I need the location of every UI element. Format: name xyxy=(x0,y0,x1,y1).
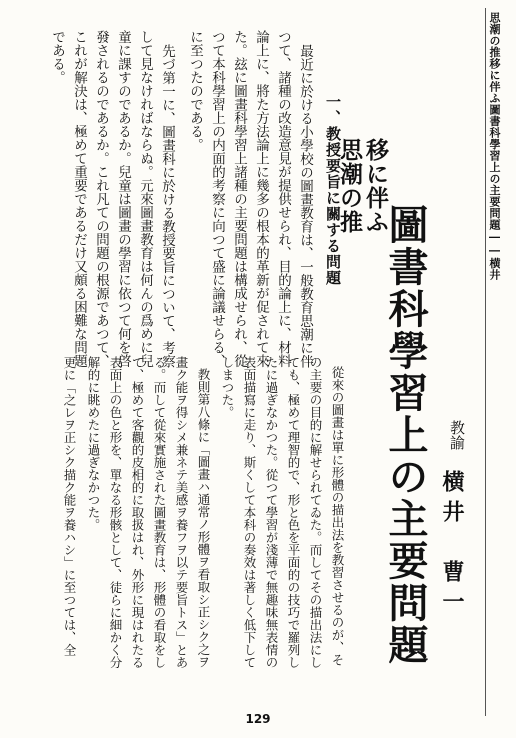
text-line: して見なければならぬ。元來圖畫教育は何んの爲めに兒 xyxy=(137,30,153,368)
text-line: 論上に、將た方法論上に幾多の根本的革新が促されて來 xyxy=(253,30,269,368)
text-line: て、極めて客觀的皮相的に取扱はれ、外形に現はれたる xyxy=(130,356,145,669)
section-heading: 一、教授要旨に關する問題 xyxy=(324,94,342,286)
page-number: 129 xyxy=(245,712,271,726)
article-title: 圖書科學習上の主要問題 xyxy=(382,204,429,666)
text-line: の主要の目的に解せられてゐた。而してその描出法にし xyxy=(308,356,323,669)
title-sub-line-2: 移に伴ふ xyxy=(362,138,389,234)
text-line: 從來の圖畫は單に形體の描出法を教習させるのが、そ xyxy=(330,366,345,666)
text-line: 最近に於ける小學校の圖畫教育は、一般教育思潮に伴 xyxy=(297,44,313,368)
text-line: つて、諸種の改造意見が提供せられ、目的論上に、材料 xyxy=(275,30,291,368)
text-line: これが解決は、極めて重要であるだけ又頗る困難な問題 xyxy=(71,30,87,368)
text-line: 教則第八條に「圖畫ハ通常ノ形體ヲ看取シ正シク之ヲ xyxy=(196,368,211,668)
text-line: 先づ第一に、圖畫科に於ける教授要旨について、考察 xyxy=(159,44,175,368)
running-header: 思潮の推移に伴ふ圖書科學習上の主要問題――横井 xyxy=(488,12,501,281)
text-line: る。而して從來實施された圖畫教育は、形體の看取をし xyxy=(152,356,167,669)
text-line: 畫ク能ヲ得シメ兼ネテ美感ヲ養フヲ以テ要旨トス」とあ xyxy=(174,356,189,669)
text-line: 童に課すのであるか。兒童は圖畫の學習に依つて何を啓 xyxy=(115,30,131,368)
text-line: 更に「之レヲ正シク描ク能ヲ養ハシ」に至つては、全 xyxy=(62,356,77,656)
author-name: 横井 曹一 xyxy=(439,470,465,620)
text-line: 表面描寫に走り、斯くして本科の奏效は著しく低下して xyxy=(242,356,257,669)
text-line: である。 xyxy=(49,30,65,84)
text-line: た。玆に圖畫科學習上諸種の主要問題は構成せられ、從 xyxy=(231,30,247,368)
author-role: 教諭 xyxy=(448,420,466,450)
text-line: ても、極めて理智的で、形と色を平面的の技巧で羅列し xyxy=(286,356,301,669)
text-line: 解的に眺めたに過ぎなかつた。 xyxy=(86,356,101,531)
text-line: 表面上の色と形を、單なる形骸として、徒らに細かく分 xyxy=(108,356,123,669)
title-sub-line-1: 思潮の推 xyxy=(336,138,363,234)
text-line: たに過ぎなかつた。從つて學習が淺薄で無趣味無表情の xyxy=(264,356,279,669)
text-line: つて本科學習上の内面的考察に向つて盛に論議せらる、 xyxy=(209,30,225,368)
text-line: 發されるのであるか。これ凡ての問題の根源であつて、 xyxy=(93,30,109,368)
text-line: しまつた。 xyxy=(220,356,235,419)
text-line: に至つたのである。 xyxy=(187,30,203,152)
